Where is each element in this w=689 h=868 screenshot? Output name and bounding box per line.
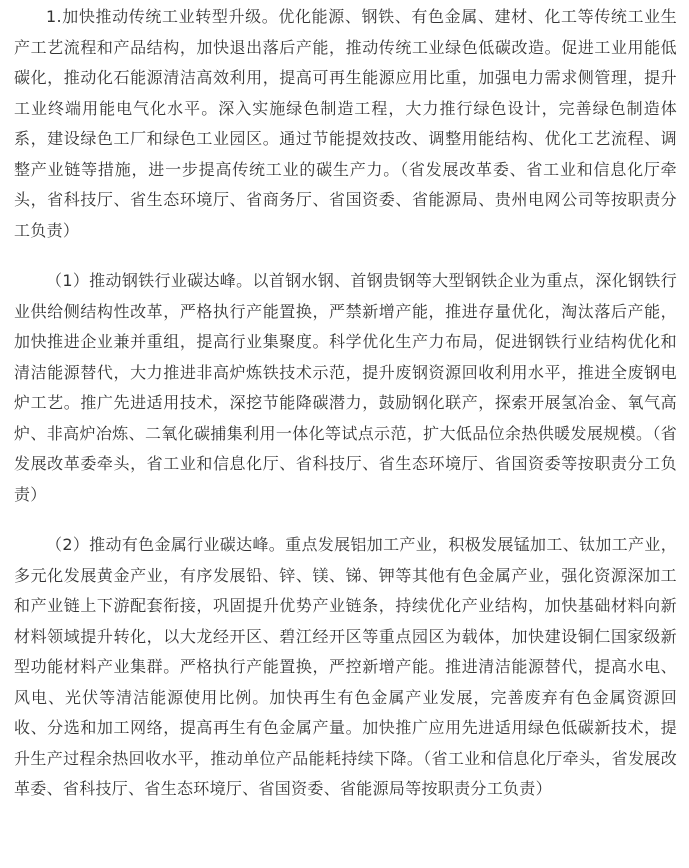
paragraph-industrial-transformation: 1.加快推动传统工业转型升级。优化能源、钢铁、有色金属、建材、化工等传统工业生产工艺流程和产品结构，加快退出落后产能，推动传统工业绿色低碳改造。促进工业用能低碳化，推动化石能源清洁高效利用，提高可再生能源应用比重，加强电力需求侧管理，提升工业终端用能电气化水平。深入实施绿色制造工程，大力推行绿色设计，完善绿色制造体系，建设绿色工厂和绿色工业园区。通过节能提效技改、调整用能结构、优化工艺流程、调整产业链等措施，进一步提高传统工业的碳生产力。（省发展改革委、省工业和信息化厅牵头，省科技厅、省生态环境厅、省商务厅、省国资委、省能源局、贵州电网公司等按职责分工负责）	[14, 7, 677, 240]
paragraph-nonferrous-carbon-peak: （2）推动有色金属行业碳达峰。重点发展铝加工产业，积极发展锰加工、钛加工产业，多元化发展黄金产业，有序发展铅、锌、镁、锑、钾等其他有色金属产业，强化资源深加工和产业链上下游配套衔接，巩固提升优势产业链条，持续优化产业结构，加快基础材料向新材料领域提升转化，以大龙经开区、碧江经开区等重点园区为载体，加快建设铜仁国家级新型功能材料产业集群。严格执行产能置换，严控新增产能。推进清洁能源替代，提高水电、风电、光伏等清洁能源使用比例。加快再生有色金属产业发展，完善废弃有色金属资源回收、分选和加工网络，提高再生有色金属产量。加快推广应用先进适用绿色低碳新技术，提升生产过程余热回收水平，推动单位产品能耗持续下降。（省工业和信息化厅牵头，省发展改革委、省科技厅、省生态环境厅、省国资委、省能源局等按职责分工负责）	[14, 535, 677, 798]
paragraph-steel-carbon-peak: （1）推动钢铁行业碳达峰。以首钢水钢、首钢贵钢等大型钢铁企业为重点，深化钢铁行业供给侧结构性改革，严格执行产能置换，严禁新增产能，推进存量优化，淘汰落后产能，加快推进企业兼并重组，提高行业集聚度。科学优化生产力布局，促进钢铁行业结构优化和清洁能源替代，大力推进非高炉炼铁技术示范，提升废钢资源回收利用水平，推进全废钢电炉工艺。推广先进适用技术，深挖节能降碳潜力，鼓励钢化联产，探索开展氢冶金、氧气高炉、非高炉冶炼、二氧化碳捕集利用一体化等试点示范，扩大低品位余热供暖发展规模。（省发展改革委牵头，省工业和信息化厅、省科技厅、省生态环境厅、省国资委等按职责分工负责）	[14, 271, 677, 504]
